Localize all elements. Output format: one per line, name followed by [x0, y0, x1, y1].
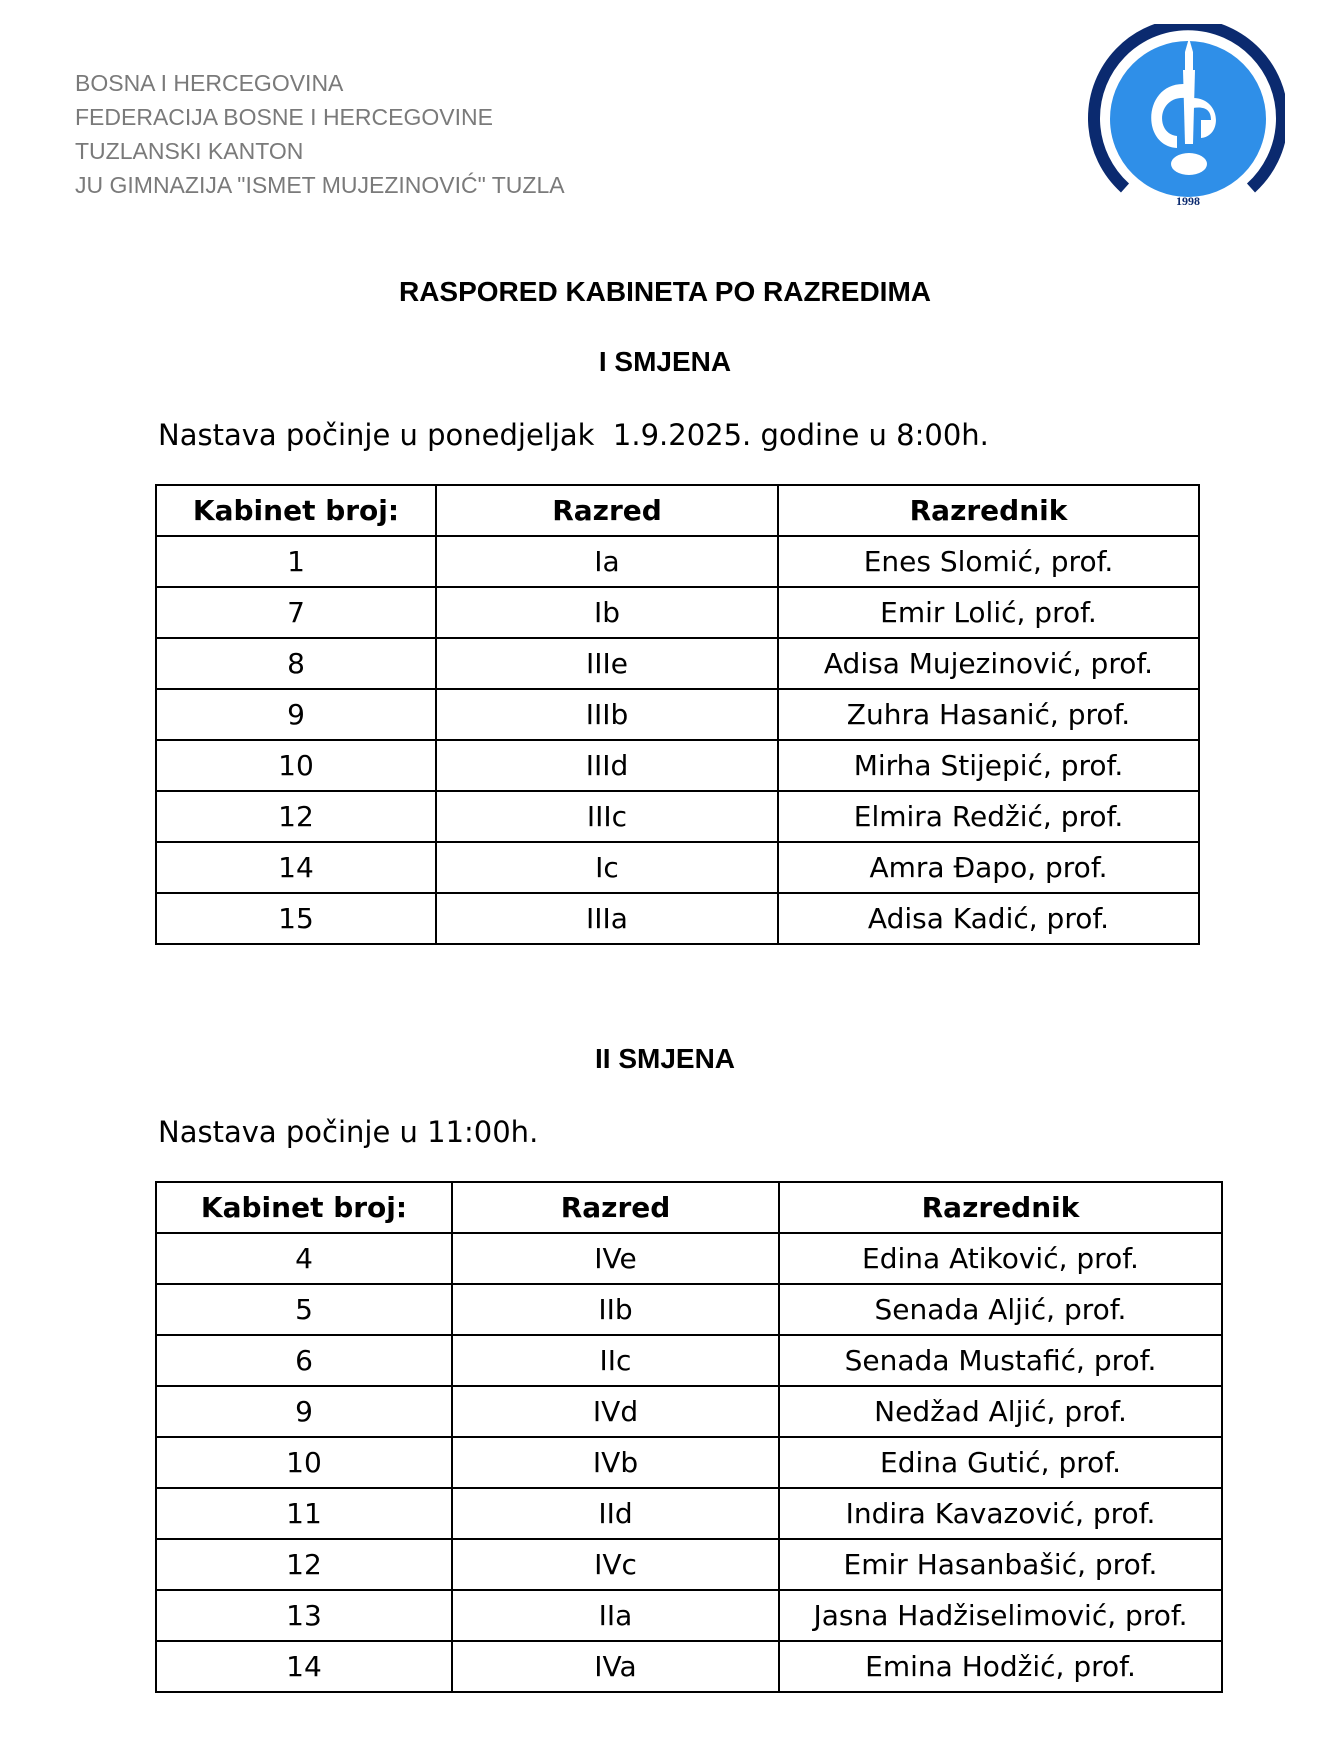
document-title: RASPORED KABINETA PO RAZREDIMA [398, 276, 931, 307]
column-header-teacher: Razrednik [778, 485, 1199, 536]
table-row [156, 536, 1199, 587]
shift2-title: II SMJENA [594, 1043, 736, 1074]
teacher-cell: Adisa Mujezinović, prof. [778, 638, 1199, 689]
table-row [156, 638, 1199, 689]
class-cell: Ia [436, 536, 778, 587]
teacher-cell: Edina Gutić, prof. [779, 1437, 1222, 1488]
school-logo [1085, 24, 1285, 210]
table-row [156, 1233, 1222, 1284]
class-cell: IIb [452, 1284, 779, 1335]
teacher-cell: Emina Hodžić, prof. [779, 1641, 1222, 1692]
teacher-cell: Nedžad Aljić, prof. [779, 1386, 1222, 1437]
column-header-class: Razred [452, 1182, 779, 1233]
shift1-table [155, 484, 1200, 945]
shift2-table [155, 1181, 1223, 1693]
cabinet-cell: 14 [156, 1641, 452, 1692]
class-cell: IIIa [436, 893, 778, 944]
table-row [156, 842, 1199, 893]
teacher-cell: Adisa Kadić, prof. [778, 893, 1199, 944]
table-header-row [156, 1182, 1222, 1233]
table-row [156, 893, 1199, 944]
cabinet-cell: 8 [156, 638, 436, 689]
table-row [156, 689, 1199, 740]
table-row [156, 1386, 1222, 1437]
header-line-canton: TUZLANSKI KANTON [75, 138, 304, 164]
table-row [156, 740, 1199, 791]
shift1-title: I SMJENA [598, 346, 732, 377]
cabinet-cell: 10 [156, 1437, 452, 1488]
cabinet-cell: 11 [156, 1488, 452, 1539]
teacher-cell: Elmira Redžić, prof. [778, 791, 1199, 842]
teacher-cell: Indira Kavazović, prof. [779, 1488, 1222, 1539]
class-cell: IIIb [436, 689, 778, 740]
table-row [156, 1539, 1222, 1590]
cabinet-cell: 9 [156, 1386, 452, 1437]
class-cell: IVe [452, 1233, 779, 1284]
teacher-cell: Emir Hasanbašić, prof. [779, 1539, 1222, 1590]
table-row [156, 1590, 1222, 1641]
header-line-school: JU GIMNAZIJA "ISMET MUJEZINOVIĆ" TUZLA [75, 172, 565, 198]
cabinet-cell: 7 [156, 587, 436, 638]
cabinet-cell: 9 [156, 689, 436, 740]
teacher-cell: Senada Mustafić, prof. [779, 1335, 1222, 1386]
column-header-class: Razred [436, 485, 778, 536]
cabinet-cell: 12 [156, 791, 436, 842]
teacher-cell: Enes Slomić, prof. [778, 536, 1199, 587]
class-cell: IId [452, 1488, 779, 1539]
logo-year: 1998 [1176, 194, 1200, 208]
class-cell: IIa [452, 1590, 779, 1641]
cabinet-cell: 15 [156, 893, 436, 944]
teacher-cell: Emir Lolić, prof. [778, 587, 1199, 638]
table-row [156, 1335, 1222, 1386]
cabinet-cell: 12 [156, 1539, 452, 1590]
cabinet-cell: 6 [156, 1335, 452, 1386]
class-cell: IVc [452, 1539, 779, 1590]
class-cell: IVb [452, 1437, 779, 1488]
table-row [156, 1641, 1222, 1692]
cabinet-cell: 14 [156, 842, 436, 893]
header-line-country: BOSNA I HERCEGOVINA [75, 70, 344, 96]
teacher-cell: Jasna Hadžiselimović, prof. [779, 1590, 1222, 1641]
table-row [156, 1488, 1222, 1539]
class-cell: Ib [436, 587, 778, 638]
teacher-cell: Senada Aljić, prof. [779, 1284, 1222, 1335]
class-cell: Ic [436, 842, 778, 893]
class-cell: IVd [452, 1386, 779, 1437]
header-line-federation: FEDERACIJA BOSNE I HERCEGOVINE [75, 104, 493, 130]
class-cell: IIIc [436, 791, 778, 842]
table-header-row [156, 485, 1199, 536]
table-row [156, 1284, 1222, 1335]
teacher-cell: Zuhra Hasanić, prof. [778, 689, 1199, 740]
table-row [156, 587, 1199, 638]
cabinet-cell: 1 [156, 536, 436, 587]
cabinet-cell: 4 [156, 1233, 452, 1284]
table-row [156, 1437, 1222, 1488]
column-header-cabinet: Kabinet broj: [156, 1182, 452, 1233]
teacher-cell: Amra Đapo, prof. [778, 842, 1199, 893]
cabinet-cell: 5 [156, 1284, 452, 1335]
column-header-teacher: Razrednik [779, 1182, 1222, 1233]
school-header [75, 66, 565, 202]
cabinet-cell: 10 [156, 740, 436, 791]
teacher-cell: Mirha Stijepić, prof. [778, 740, 1199, 791]
shift1-intro: Nastava počinje u ponedjeljak 1.9.2025. godine u 8:00h. [158, 418, 989, 452]
class-cell: IVa [452, 1641, 779, 1692]
teacher-cell: Edina Atiković, prof. [779, 1233, 1222, 1284]
shift2-intro: Nastava počinje u 11:00h. [158, 1115, 539, 1149]
table-row [156, 791, 1199, 842]
column-header-cabinet: Kabinet broj: [156, 485, 436, 536]
class-cell: IIc [452, 1335, 779, 1386]
class-cell: IIId [436, 740, 778, 791]
cabinet-cell: 13 [156, 1590, 452, 1641]
class-cell: IIIe [436, 638, 778, 689]
